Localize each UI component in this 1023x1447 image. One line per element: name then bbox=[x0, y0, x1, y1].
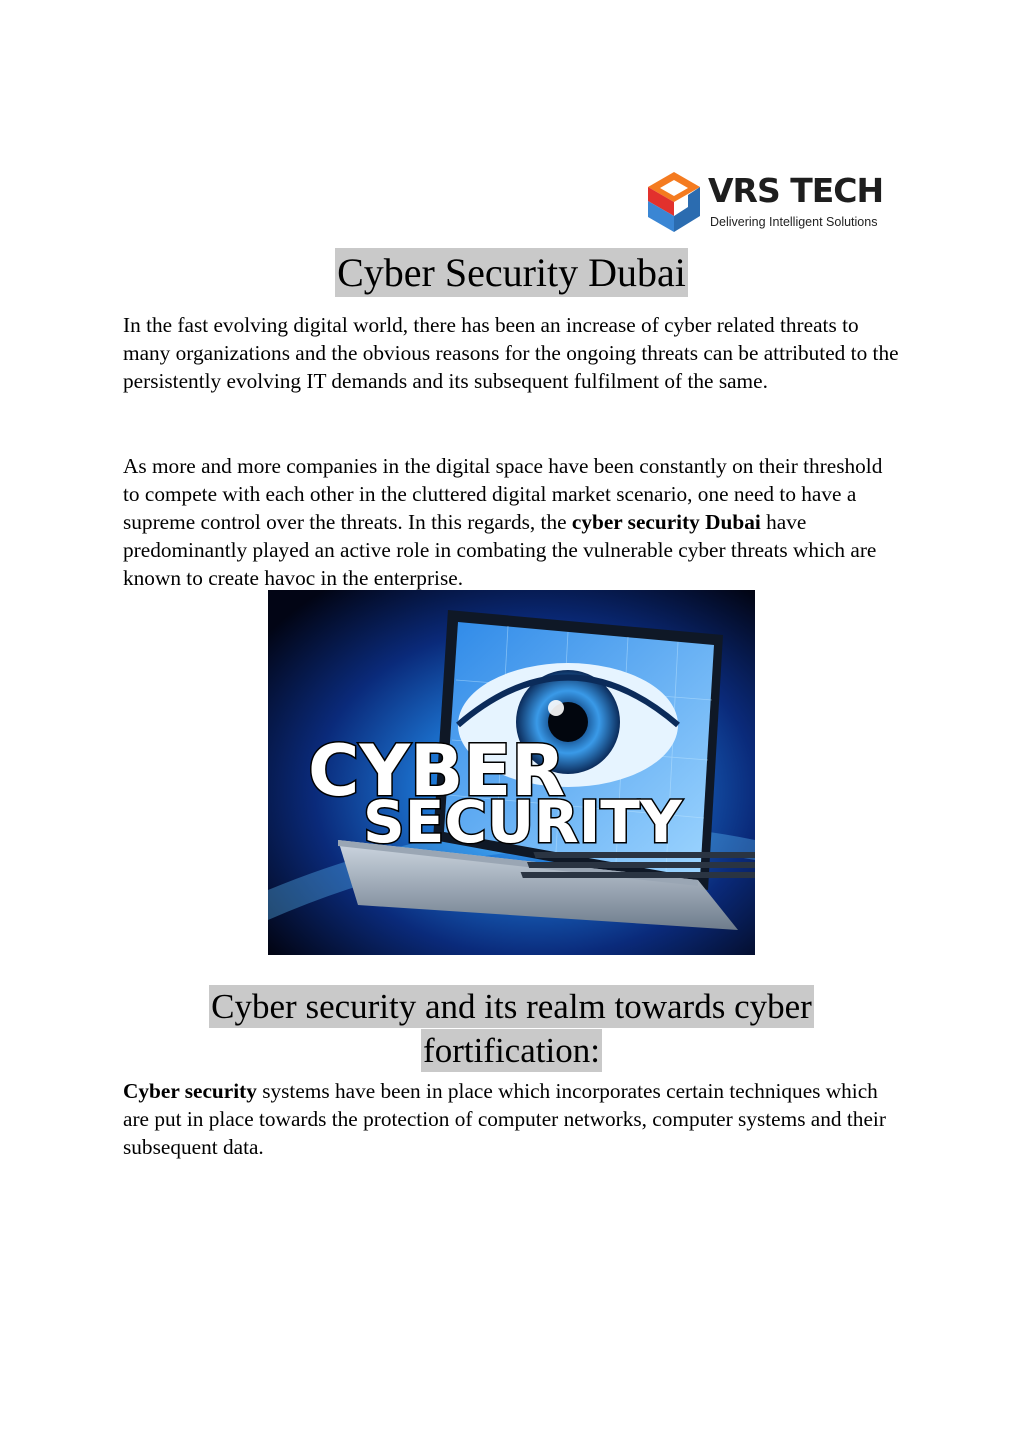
section-title-line1: Cyber security and its realm towards cyber bbox=[211, 987, 812, 1026]
brand-name: VRS TECH bbox=[708, 171, 884, 210]
paragraph-companies bbox=[123, 452, 903, 592]
paragraph-intro: In the fast evolving digital world, there has been an increase of cyber related threats to many organizations and the obvious reasons for the ongoing threats can be attributed to the persistently evolving IT demands and its subsequent fulfilment of the same. bbox=[123, 313, 899, 393]
section-title bbox=[0, 985, 1023, 1073]
logo-mark-icon bbox=[644, 170, 704, 234]
cyber-security-image bbox=[268, 590, 755, 955]
keyword-cyber-security: Cyber security bbox=[123, 1079, 257, 1103]
paragraph-cyber-security bbox=[123, 1077, 903, 1161]
paragraph-companies-text: As more and more companies in the digital space have been constantly on their threshold to compete with each other in the cluttered digital market scenario, one need to have a supreme control over the threats. In this regards, the bbox=[123, 454, 883, 534]
page-title bbox=[0, 250, 1023, 296]
paragraph-cyber-security-text: systems have been in place which incorporates certain techniques which are put in place towards the protection of computer networks, computer systems and their subsequent data. bbox=[123, 1079, 886, 1159]
brand-tagline: Delivering Intelligent Solutions bbox=[710, 215, 878, 229]
page-title-text: Cyber Security Dubai bbox=[337, 250, 686, 295]
figure-text-security: SECURITY bbox=[363, 788, 682, 856]
vrs-tech-logo bbox=[644, 170, 894, 236]
paragraph-companies-text-end: have predominantly played an active role in combating the vulnerable cyber threats which are known to create havoc in the enterprise. bbox=[123, 510, 877, 590]
keyword-cyber-security-dubai: cyber security Dubai bbox=[571, 510, 761, 534]
section-title-line2: fortification: bbox=[423, 1031, 600, 1070]
figure-text-cyber: CYBER bbox=[308, 730, 566, 812]
